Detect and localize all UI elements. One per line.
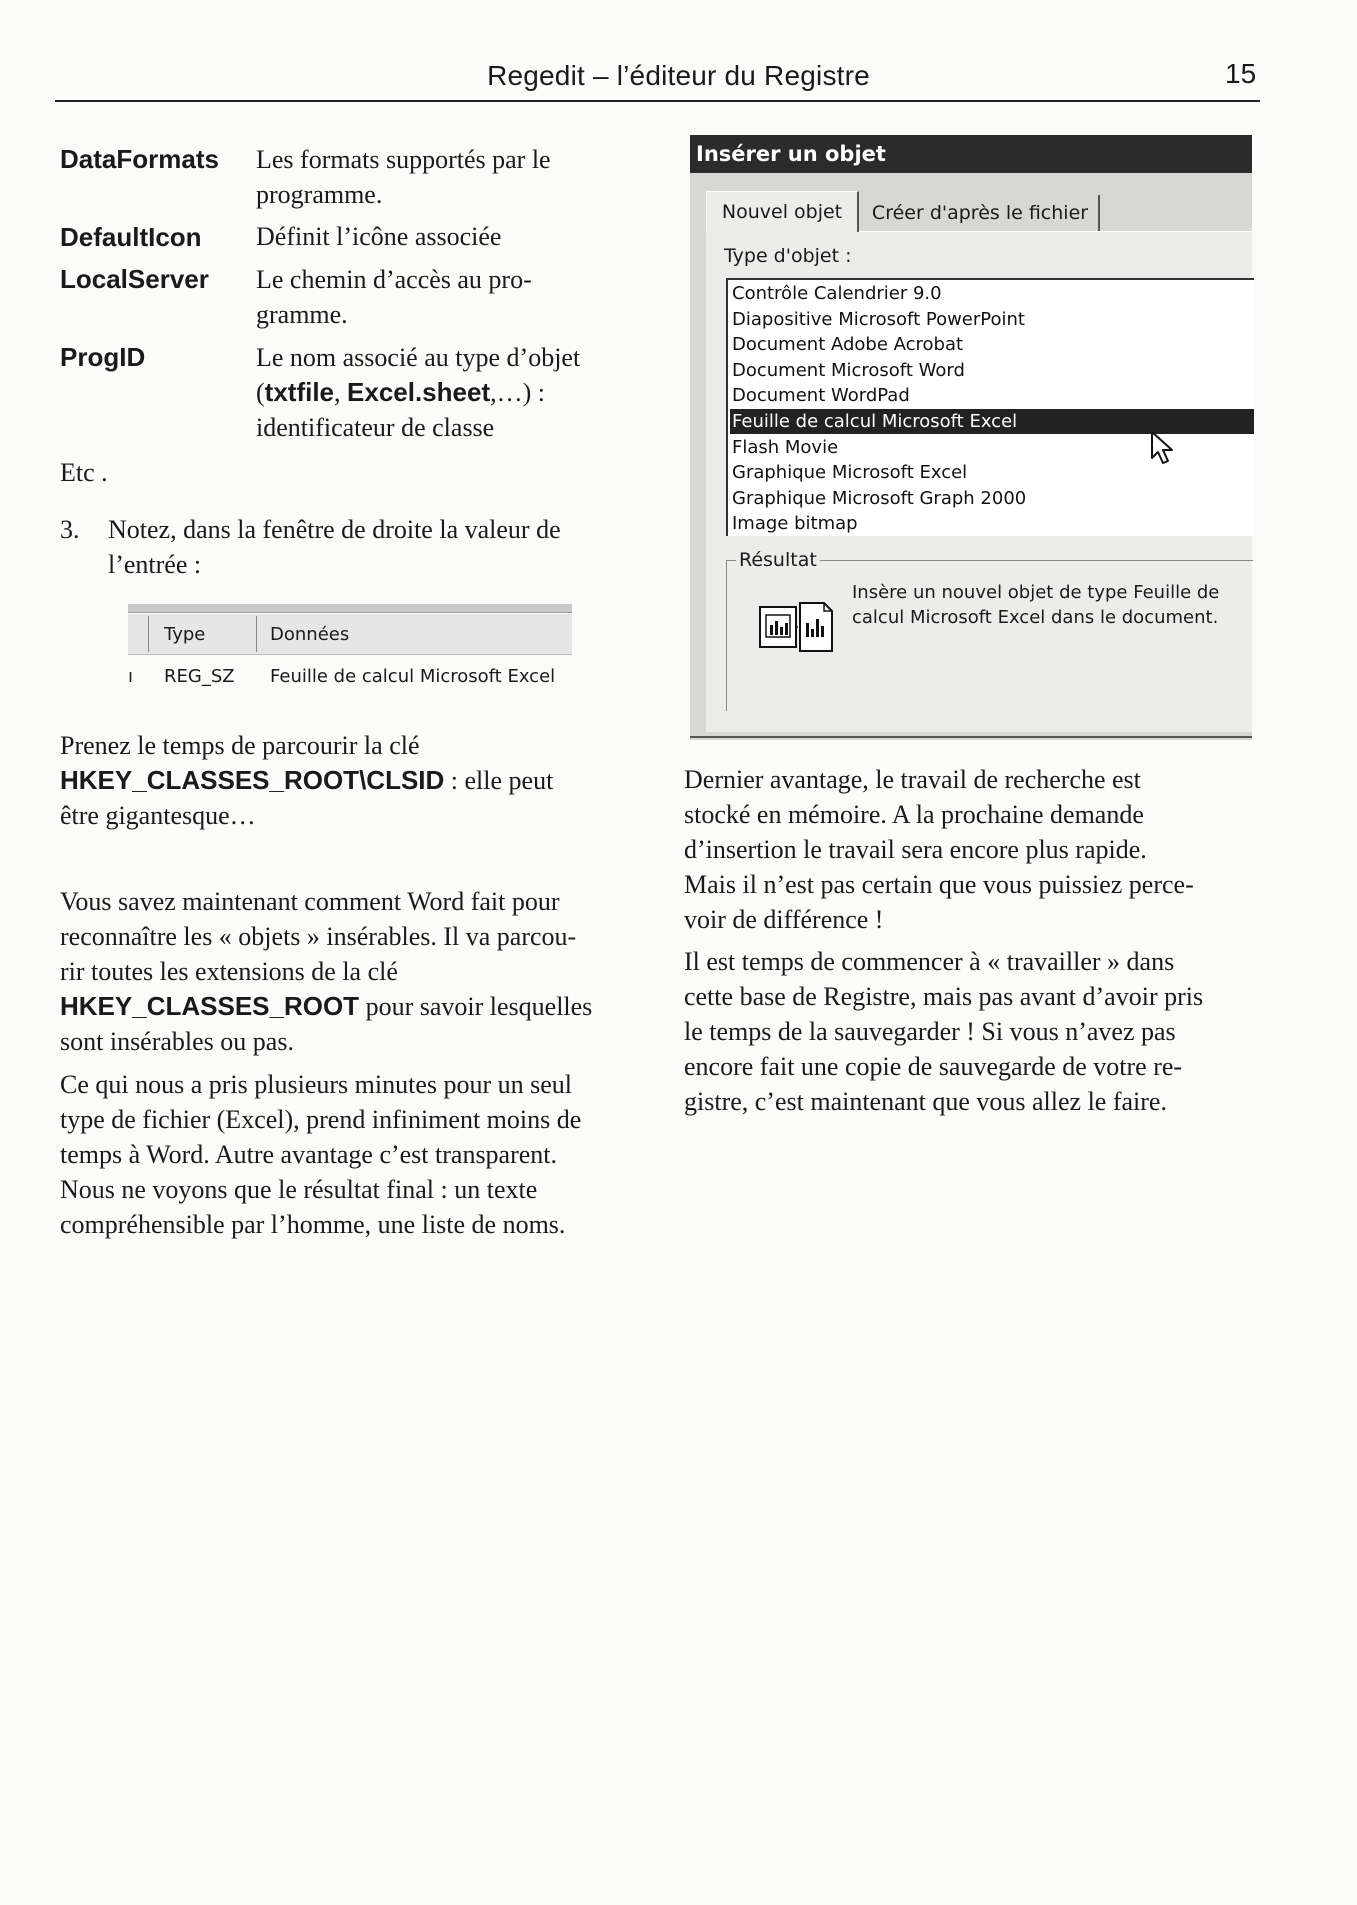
def-term-defaulticon: DefaultIcon: [60, 222, 202, 252]
key-txtfile: txtfile: [264, 377, 335, 407]
def-desc-line: Le nom associé au type d’objet: [256, 343, 581, 372]
para-line: Ce qui nous a pris plusieurs minutes pour un seul: [60, 1070, 573, 1099]
para-line: gistre, c’est maintenant que vous allez le faire.: [684, 1087, 1167, 1116]
list-item[interactable]: Document Microsoft Word: [732, 359, 965, 381]
excel-object-icon: [758, 593, 836, 655]
table-top-bar: [128, 604, 572, 613]
step-number: 3.: [60, 515, 80, 544]
para-line: voir de différence !: [684, 905, 884, 934]
list-item[interactable]: Feuille de calcul Microsoft Excel: [730, 409, 1254, 434]
def-desc-line: gramme.: [256, 300, 348, 329]
tab-new-object[interactable]: Nouvel objet: [706, 191, 859, 232]
header-rule: [55, 100, 1260, 102]
list-item[interactable]: Graphique Microsoft Graph 2000: [732, 487, 1027, 509]
registry-key-clsid: HKEY_CLASSES_ROOT\CLSID: [60, 765, 445, 795]
para-line: Dernier avantage, le travail de recherche est: [684, 765, 1141, 794]
para-line: encore fait une copie de sauvegarde de votre re-: [684, 1052, 1183, 1081]
mouse-pointer-icon: [1150, 430, 1178, 466]
list-item[interactable]: Graphique Microsoft Excel: [732, 462, 968, 484]
para-line: sont insérables ou pas.: [60, 1027, 294, 1056]
list-item[interactable]: Diapositive Microsoft PowerPoint: [732, 308, 1025, 330]
etc-text: Etc .: [60, 458, 108, 487]
para-line: rir toutes les extensions de la clé: [60, 957, 398, 986]
para-line-rest: : elle peut: [444, 766, 554, 795]
column-header-data[interactable]: Données: [270, 624, 350, 645]
para-line: temps à Word. Autre avantage c’est transparent.: [60, 1140, 558, 1169]
tab-create-from-file[interactable]: Créer d'après le fichier: [862, 195, 1100, 231]
key-excel-sheet: Excel.sheet: [347, 377, 491, 407]
step3-line: Notez, dans la fenêtre de droite la valeur de: [108, 515, 561, 544]
separator: ,: [334, 378, 348, 407]
def-desc-progid: [256, 340, 656, 445]
list-item[interactable]: Image bitmap: [732, 513, 858, 535]
def-desc-line: Le chemin d’accès au pro-: [256, 265, 532, 294]
registry-key-root: HKEY_CLASSES_ROOT: [60, 991, 360, 1021]
paren-open: (: [256, 378, 265, 407]
result-line: calcul Microsoft Excel dans le document.: [852, 607, 1219, 628]
registry-value-table: [128, 604, 572, 696]
para-line: le temps de la sauvegarder ! Si vous n’avez pas: [684, 1017, 1176, 1046]
result-description: [852, 580, 1247, 630]
para-line: [60, 989, 660, 1024]
para-line: d’insertion le travail sera encore plus rapide.: [684, 835, 1147, 864]
para-line: Vous savez maintenant comment Word fait pour: [60, 887, 560, 916]
para-line-rest: pour savoir lesquelles: [359, 992, 593, 1021]
paragraph-clsid: [60, 728, 640, 833]
def-term-dataformats: DataFormats: [60, 144, 219, 174]
para-line: Il est temps de commencer à « travailler » dans: [684, 947, 1175, 976]
para-line: reconnaître les « objets » insérables. Il va parcou-: [60, 922, 577, 951]
column-divider: [148, 616, 149, 652]
def-desc-defaulticon: [256, 219, 646, 254]
def-desc-dataformats: [256, 142, 646, 212]
step3-text: [108, 512, 648, 582]
para-line: cette base de Registre, mais pas avant d’avoir pris: [684, 982, 1204, 1011]
page-header-title: Regedit – l’éditeur du Registre: [487, 60, 870, 91]
list-item[interactable]: Document Adobe Acrobat: [732, 334, 964, 356]
paragraph-dernier-avantage: [684, 762, 1284, 937]
para-line: compréhensible par l’homme, une liste de noms.: [60, 1210, 566, 1239]
para-line: Prenez le temps de parcourir la clé: [60, 731, 420, 760]
paren-close: ,…) :: [490, 378, 545, 407]
paragraph-sauvegarde: [684, 944, 1294, 1119]
def-desc-line: Les formats supportés par le: [256, 145, 551, 174]
page-number: 15: [1225, 58, 1257, 89]
para-line: stocké en mémoire. A la prochaine demande: [684, 800, 1144, 829]
paragraph-word: [60, 884, 660, 1059]
list-item[interactable]: Document WordPad: [732, 385, 910, 407]
def-term-localserver: LocalServer: [60, 264, 209, 294]
dialog-bottom-edge: [690, 736, 1252, 738]
dialog-title-bar: Insérer un objet: [690, 135, 1252, 173]
paragraph-excel: [60, 1067, 670, 1242]
def-desc-line: [256, 375, 656, 410]
para-line: [60, 763, 640, 798]
cell-data[interactable]: Feuille de calcul Microsoft Excel: [270, 666, 556, 687]
def-desc-localserver: [256, 262, 646, 332]
para-line: Nous ne voyons que le résultat final : un texte: [60, 1175, 538, 1204]
step3-line: l’entrée :: [108, 550, 202, 579]
list-item[interactable]: Flash Movie: [732, 436, 839, 458]
para-line: Mais il n’est pas certain que vous puissiez perce-: [684, 870, 1194, 899]
row-marker: ı: [128, 666, 134, 687]
object-type-list[interactable]: [726, 278, 1254, 536]
cell-type[interactable]: REG_SZ: [164, 666, 235, 687]
def-desc-line: programme.: [256, 180, 383, 209]
result-line: Insère un nouvel objet de type Feuille de: [852, 582, 1220, 603]
object-type-label: Type d'objet :: [724, 245, 852, 267]
def-term-progid: ProgID: [60, 342, 146, 372]
def-desc-line: identificateur de classe: [256, 413, 495, 442]
column-header-type[interactable]: Type: [164, 624, 206, 645]
para-line: type de fichier (Excel), prend infiniment moins de: [60, 1105, 582, 1134]
list-item[interactable]: Contrôle Calendrier 9.0: [732, 283, 942, 304]
column-divider: [256, 616, 257, 652]
para-line: être gigantesque…: [60, 801, 256, 830]
result-label: Résultat: [736, 549, 820, 571]
def-desc-line: Définit l’icône associée: [256, 222, 502, 251]
